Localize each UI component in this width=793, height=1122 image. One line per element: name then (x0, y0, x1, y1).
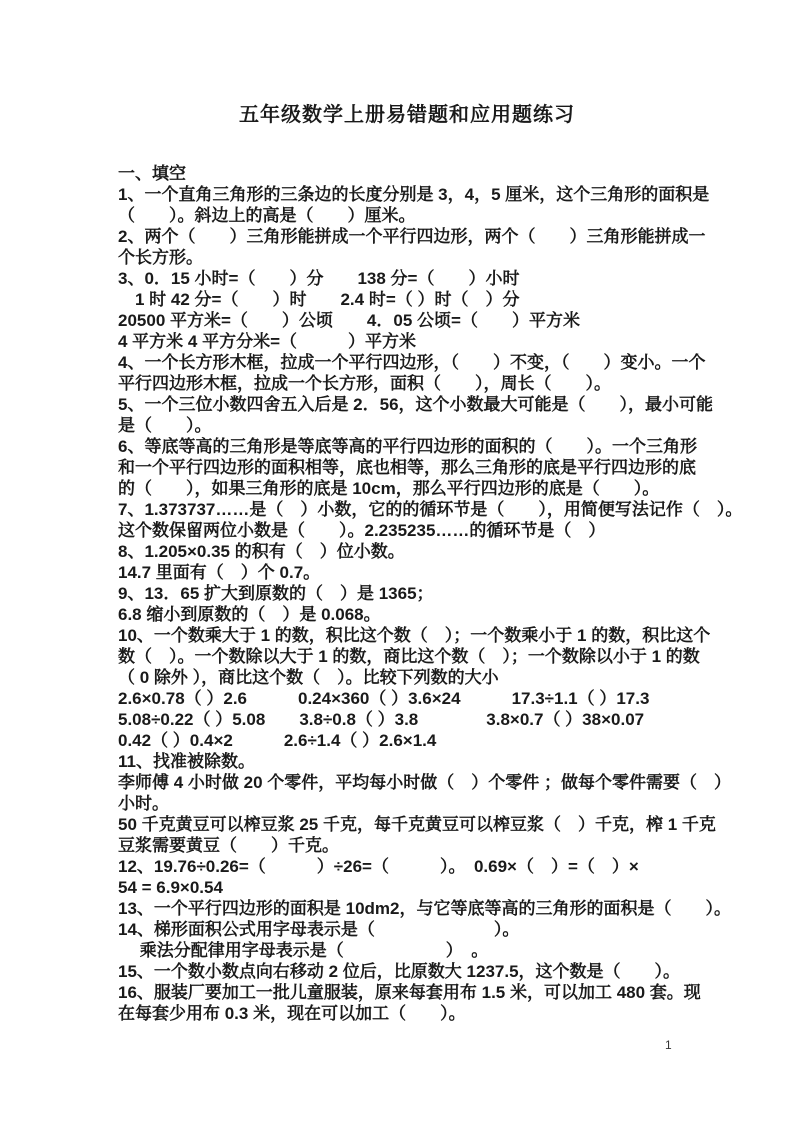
worksheet-line: 和一个平行四边形的面积相等，底也相等，那么三角形的底是平行四边形的底 (118, 458, 696, 477)
worksheet-line: 11、找准被除数。 (118, 752, 255, 771)
worksheet-line: 在每套少用布 0.3 米，现在可以加工（ ）。 (118, 1004, 466, 1023)
worksheet-line: 50 千克黄豆可以榨豆浆 25 千克，每千克黄豆可以榨豆浆（ ）千克，榨 1 千克 (118, 815, 716, 834)
worksheet-line: 6、等底等高的三角形是等底等高的平行四边形的面积的（ ）。一个三角形 (118, 437, 697, 456)
worksheet-line: 李师傅 4 小时做 20 个零件，平均每小时做（ ）个零件 ；做每个零件需要（ ） (118, 773, 731, 792)
worksheet-line: 平行四边形木框，拉成一个长方形，面积（ ），周长（ ）。 (118, 374, 611, 393)
worksheet-line: 5、一个三位小数四舍五入后是 2．56，这个小数最大可能是（ ），最小可能 (118, 395, 714, 414)
worksheet-line: 1 时 42 分=（ ）时 2.4 时=（ ）时（ ）分 (118, 290, 520, 309)
worksheet-line: 54 = 6.9×0.54 (118, 878, 223, 897)
worksheet-line: 数（ ）。一个数除以大于 1 的数，商比这个数（ ）；一个数除以小于 1 的数 (118, 647, 700, 666)
worksheet-line: 20500 平方米=（ ）公顷 4．05 公顷=（ ）平方米 (118, 311, 580, 330)
worksheet-line: 2、两个（ ）三角形能拼成一个平行四边形，两个（ ）三角形能拼成一 (118, 227, 706, 246)
worksheet-line: 14.7 里面有（ ）个 0.7。 (118, 563, 321, 582)
worksheet-line: 12、19.76÷0.26=（ ）÷26=（ ）。 0.69×（ ）=（ ）× (118, 857, 639, 876)
page-number: 1 (665, 1038, 672, 1052)
worksheet-line: 4 平方米 4 平方分米=（ ）平方米 (118, 332, 417, 351)
worksheet-line: 16、服装厂要加工一批儿童服装，原来每套用布 1.5 米，可以加工 480 套。现 (118, 983, 701, 1002)
page-title: 五年级数学上册易错题和应用题练习 (239, 104, 575, 126)
worksheet-line: 9、13．65 扩大到原数的（ ）是 1365； (118, 584, 434, 603)
worksheet-line: 1、一个直角三角形的三条边的长度分别是 3，4，5 厘米，这个三角形的面积是 (118, 185, 710, 204)
worksheet-line: 7、1.373737……是（ ）小数，它的的循环节是（ ），用简便写法记作（ ）。 (118, 500, 743, 519)
worksheet-line: 2.6×0.78（ ）2.6 0.24×360（ ）3.6×24 17.3÷1.1（ ）17.3 (118, 689, 650, 708)
worksheet-line: 10、一个数乘大于 1 的数，积比这个数（ ）；一个数乘小于 1 的数，积比这个 (118, 626, 711, 645)
section-heading: 一、填空 (118, 164, 186, 183)
worksheet-line: 15、一个数小数点向右移动 2 位后，比原数大 1237.5，这个数是（ ）。 (118, 962, 681, 981)
worksheet-line: 8、1.205×0.35 的积有（ ）位小数。 (118, 542, 405, 561)
worksheet-lines (118, 184, 743, 1024)
worksheet-line: 3、0．15 小时=（ ）分 138 分=（ ）小时 (118, 269, 520, 288)
worksheet-line: 4、一个长方形木框，拉成一个平行四边形，（ ）不变，（ ）变小。一个 (118, 353, 706, 372)
worksheet-line: 14、梯形面积公式用字母表示是（ ）。 (118, 920, 520, 939)
worksheet-line: （ 0 除外 ），商比这个数（ ）。比较下列数的大小 (118, 668, 499, 687)
worksheet-line: 这个数保留两位小数是（ ）。2.235235……的循环节是（ ） (118, 521, 606, 540)
worksheet-line: 的（ ），如果三角形的底是 10cm，那么平行四边形的底是（ ）。 (118, 479, 660, 498)
worksheet-line: 5.08÷0.22（ ）5.08 3.8÷0.8（ ）3.8 3.8×0.7（ ）38×0.07 (118, 710, 645, 729)
worksheet-line: 豆浆需要黄豆（ ）千克。 (118, 836, 339, 855)
worksheet-line: 个长方形。 (118, 248, 203, 267)
worksheet-line: （ ）。斜边上的高是（ ）厘米。 (118, 206, 416, 225)
worksheet-line: 是（ ）。 (118, 416, 212, 435)
worksheet-line: 0.42（ ）0.4×2 2.6÷1.4（ ）2.6×1.4 (118, 731, 437, 750)
worksheet-line: 6.8 缩小到原数的（ ）是 0.068。 (118, 605, 381, 624)
worksheet-line: 13、一个平行四边形的面积是 10dm2，与它等底等高的三角形的面积是（ ）。 (118, 899, 731, 918)
worksheet-line: 小时。 (118, 794, 169, 813)
worksheet (118, 163, 743, 1024)
worksheet-line: 乘法分配律用字母表示是（ ） 。 (118, 941, 489, 960)
